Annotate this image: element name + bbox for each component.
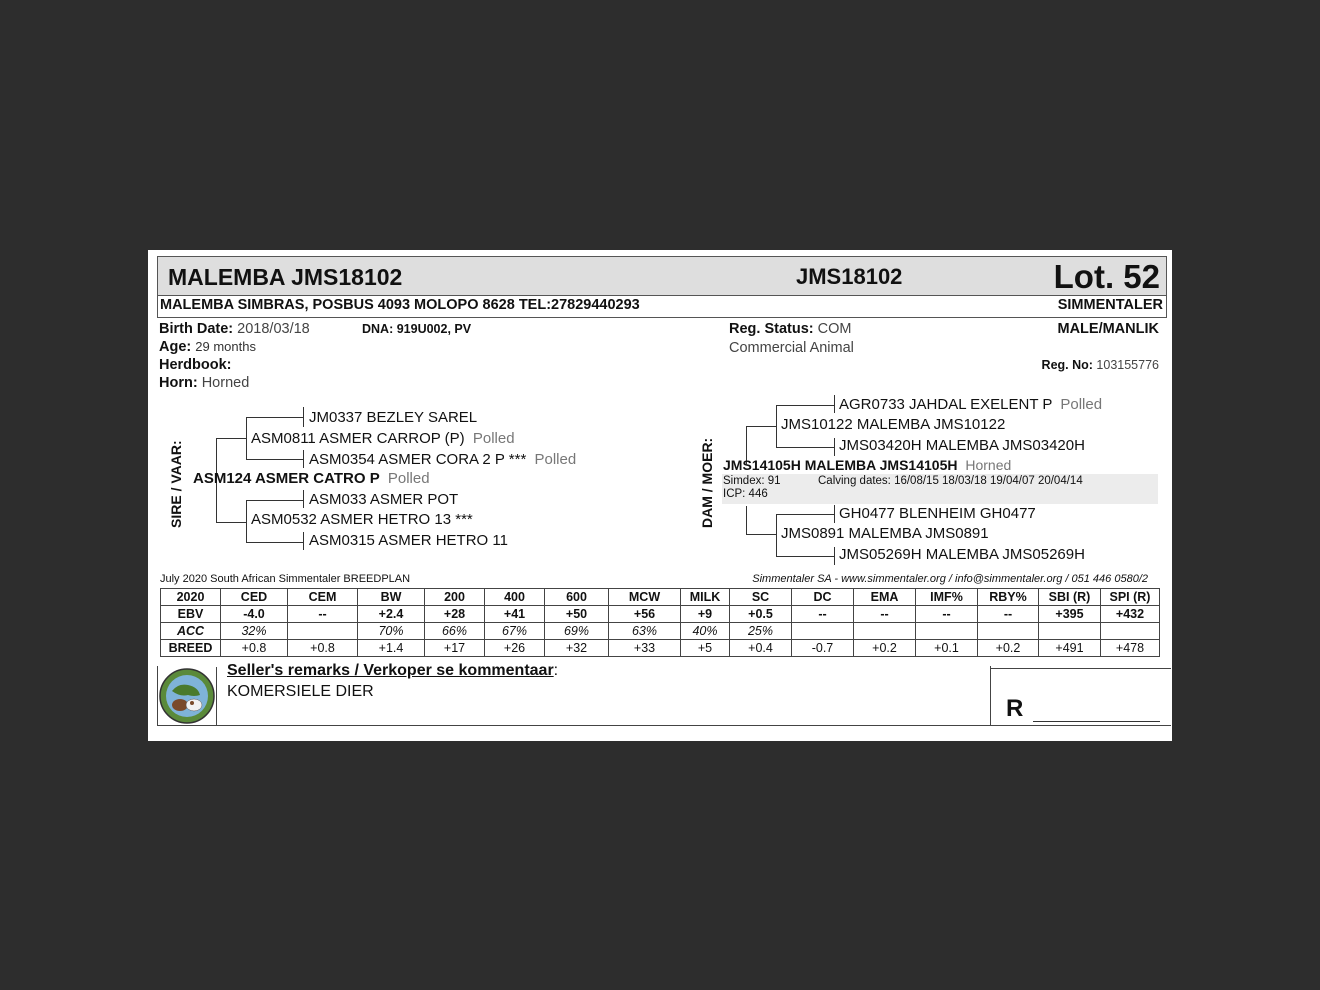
ebv-cell: +395 xyxy=(1039,606,1101,623)
breed-cell: +5 xyxy=(681,640,730,657)
animal-name: MALEMBA JMS18102 xyxy=(168,264,403,290)
acc-cell: 40% xyxy=(681,623,730,640)
acc-cell xyxy=(916,623,978,640)
ebv-header-row xyxy=(161,589,1160,606)
breed-cell: +1.4 xyxy=(358,640,425,657)
reg-no-value: 103155776 xyxy=(1096,358,1159,372)
remarks-title-colon: : xyxy=(553,662,559,679)
ebv-cell: +50 xyxy=(545,606,609,623)
breed-cell: +0.2 xyxy=(854,640,916,657)
acc-cell: ACC xyxy=(161,623,221,640)
sire-name: ASM124 ASMER CATRO P xyxy=(193,470,380,487)
horn-value: Horned xyxy=(201,375,250,391)
dam xyxy=(723,457,1011,473)
col-header: BW xyxy=(358,589,425,606)
reg-status xyxy=(729,321,851,337)
acc-cell xyxy=(792,623,854,640)
ebv-cell: +56 xyxy=(609,606,681,623)
acc-cell xyxy=(978,623,1039,640)
ebv-cell: -- xyxy=(288,606,358,623)
col-header: 2020 xyxy=(161,589,221,606)
reg-no xyxy=(1042,358,1159,372)
sire-granddam-sire: ASM033 ASMER POT xyxy=(309,491,459,508)
sire-grandsire-dam xyxy=(309,451,576,468)
ebv-row xyxy=(161,606,1160,623)
acc-cell: 70% xyxy=(358,623,425,640)
birth-date xyxy=(159,321,310,337)
acc-cell: 63% xyxy=(609,623,681,640)
sire xyxy=(193,470,430,487)
col-header: MILK xyxy=(681,589,730,606)
breed-cell: +33 xyxy=(609,640,681,657)
acc-cell xyxy=(1039,623,1101,640)
reg-status-label: Reg. Status: xyxy=(729,321,814,337)
ebv-cell: +0.5 xyxy=(730,606,792,623)
col-header: DC xyxy=(792,589,854,606)
acc-cell: 67% xyxy=(485,623,545,640)
dna-info: DNA: 919U002, PV xyxy=(362,322,472,336)
age-value: 29 months xyxy=(195,339,256,354)
ebv-cell: -- xyxy=(854,606,916,623)
col-header: CEM xyxy=(288,589,358,606)
herdbook-label: Herdbook: xyxy=(159,357,232,373)
breed-cell: -0.7 xyxy=(792,640,854,657)
ebv-cell: -- xyxy=(978,606,1039,623)
breed-name: SIMMENTALER xyxy=(1057,297,1163,313)
header-bar xyxy=(157,256,1167,296)
price-box xyxy=(990,668,1171,726)
acc-cell: 25% xyxy=(730,623,792,640)
remarks-text: KOMERSIELE DIER xyxy=(227,683,374,700)
ebv-table xyxy=(160,588,1160,657)
breed-cell: +0.4 xyxy=(730,640,792,657)
col-header: 200 xyxy=(425,589,485,606)
breeder-address: MALEMBA SIMBRAS, POSBUS 4093 MOLOPO 8628 TEL:27829440293 xyxy=(160,297,640,313)
breed-cell: BREED xyxy=(161,640,221,657)
acc-cell: 69% xyxy=(545,623,609,640)
col-header: RBY% xyxy=(978,589,1039,606)
acc-cell xyxy=(288,623,358,640)
dam-icp: ICP: 446 xyxy=(723,488,768,500)
col-header: SC xyxy=(730,589,792,606)
sire-grandsire-name: ASM0811 ASMER CARROP (P) xyxy=(251,430,465,447)
breedplan-note: July 2020 South African Simmentaler BREEDPLAN xyxy=(160,573,411,585)
breed-cell: +0.1 xyxy=(916,640,978,657)
horn xyxy=(159,375,249,391)
breed-cell: +491 xyxy=(1039,640,1101,657)
ebv-cell: -- xyxy=(792,606,854,623)
sire-grandsire xyxy=(251,430,515,447)
sire-granddam: ASM0532 ASMER HETRO 13 *** xyxy=(251,511,473,528)
horn-label: Horn: xyxy=(159,375,198,391)
ebv-cell: EBV xyxy=(161,606,221,623)
dam-label: DAM / MOER: xyxy=(699,437,715,528)
col-header: 400 xyxy=(485,589,545,606)
dam-granddam-dam: JMS05269H MALEMBA JMS05269H xyxy=(839,546,1085,563)
lot-number: Lot. 52 xyxy=(1053,258,1160,295)
dam-calving-dates: Calving dates: 16/08/15 18/03/18 19/04/07 20/04/14 xyxy=(818,475,1083,487)
remarks-title-text: Seller's remarks / Verkoper se kommentaar xyxy=(227,662,554,679)
acc-cell: 66% xyxy=(425,623,485,640)
ebv-cell: -- xyxy=(916,606,978,623)
dam-grandsire: JMS10122 MALEMBA JMS10122 xyxy=(781,416,1006,433)
sire-label: SIRE / VAAR: xyxy=(168,440,184,528)
age-label: Age: xyxy=(159,339,192,355)
dam-grandsire-dam: JMS03420H MALEMBA JMS03420H xyxy=(839,437,1085,454)
col-header: IMF% xyxy=(916,589,978,606)
age xyxy=(159,339,256,355)
ebv-cell: +41 xyxy=(485,606,545,623)
breed-cell: +0.8 xyxy=(288,640,358,657)
acc-cell: 32% xyxy=(221,623,288,640)
ebv-cell: +9 xyxy=(681,606,730,623)
acc-row xyxy=(161,623,1160,640)
dam-grandsire-sire-note: Polled xyxy=(1060,396,1103,413)
col-header: SBI (R) xyxy=(1039,589,1101,606)
breedplan-contact: Simmentaler SA - www.simmentaler.org / info@simmentaler.org / 051 446 0580/2 xyxy=(752,573,1148,585)
price-currency: R xyxy=(1006,695,1024,722)
sire-note: Polled xyxy=(387,470,430,487)
reg-status-value: COM xyxy=(817,321,852,337)
dam-simdex: Simdex: 91 xyxy=(723,475,781,487)
breed-cell: +26 xyxy=(485,640,545,657)
breed-cell: +0.2 xyxy=(978,640,1039,657)
globe-cattle-icon xyxy=(158,667,216,725)
ebv-cell: +432 xyxy=(1101,606,1160,623)
breed-row xyxy=(161,640,1160,657)
breed-cell: +17 xyxy=(425,640,485,657)
dam-name: JMS14105H MALEMBA JMS14105H xyxy=(723,457,958,473)
sire-granddam-dam: ASM0315 ASMER HETRO 11 xyxy=(309,532,508,549)
acc-cell xyxy=(854,623,916,640)
dam-grandsire-sire-name: AGR0733 JAHDAL EXELENT P xyxy=(839,396,1053,413)
reg-status-desc: Commercial Animal xyxy=(729,340,854,356)
col-header: SPI (R) xyxy=(1101,589,1160,606)
breeder-bar xyxy=(157,295,1167,318)
ebv-cell: +2.4 xyxy=(358,606,425,623)
remarks-title xyxy=(227,662,558,680)
birth-date-label: Birth Date: xyxy=(159,321,234,337)
dam-granddam: JMS0891 MALEMBA JMS0891 xyxy=(781,525,989,542)
sire-grandsire-dam-note: Polled xyxy=(534,451,577,468)
catalogue-card xyxy=(148,250,1172,741)
col-header: CED xyxy=(221,589,288,606)
animal-id: JMS18102 xyxy=(796,264,903,289)
col-header: EMA xyxy=(854,589,916,606)
dam-note: Horned xyxy=(965,457,1012,473)
dam-granddam-sire: GH0477 BLENHEIM GH0477 xyxy=(839,505,1036,522)
sex: MALE/MANLIK xyxy=(1057,321,1159,337)
ebv-cell: -4.0 xyxy=(221,606,288,623)
dam-grandsire-sire xyxy=(839,396,1102,413)
reg-no-label: Reg. No: xyxy=(1041,358,1093,372)
ebv-cell: +28 xyxy=(425,606,485,623)
price-blank-line[interactable] xyxy=(1033,721,1160,722)
breed-cell: +0.8 xyxy=(221,640,288,657)
sire-grandsire-note: Polled xyxy=(472,430,515,447)
birth-date-value: 2018/03/18 xyxy=(237,321,310,337)
col-header: 600 xyxy=(545,589,609,606)
breed-cell: +32 xyxy=(545,640,609,657)
sire-grandsire-sire: JM0337 BEZLEY SAREL xyxy=(309,409,478,426)
sire-grandsire-dam-name: ASM0354 ASMER CORA 2 P *** xyxy=(309,451,527,468)
acc-cell xyxy=(1101,623,1160,640)
simmentaler-logo xyxy=(158,667,217,725)
breed-cell: +478 xyxy=(1101,640,1160,657)
col-header: MCW xyxy=(609,589,681,606)
